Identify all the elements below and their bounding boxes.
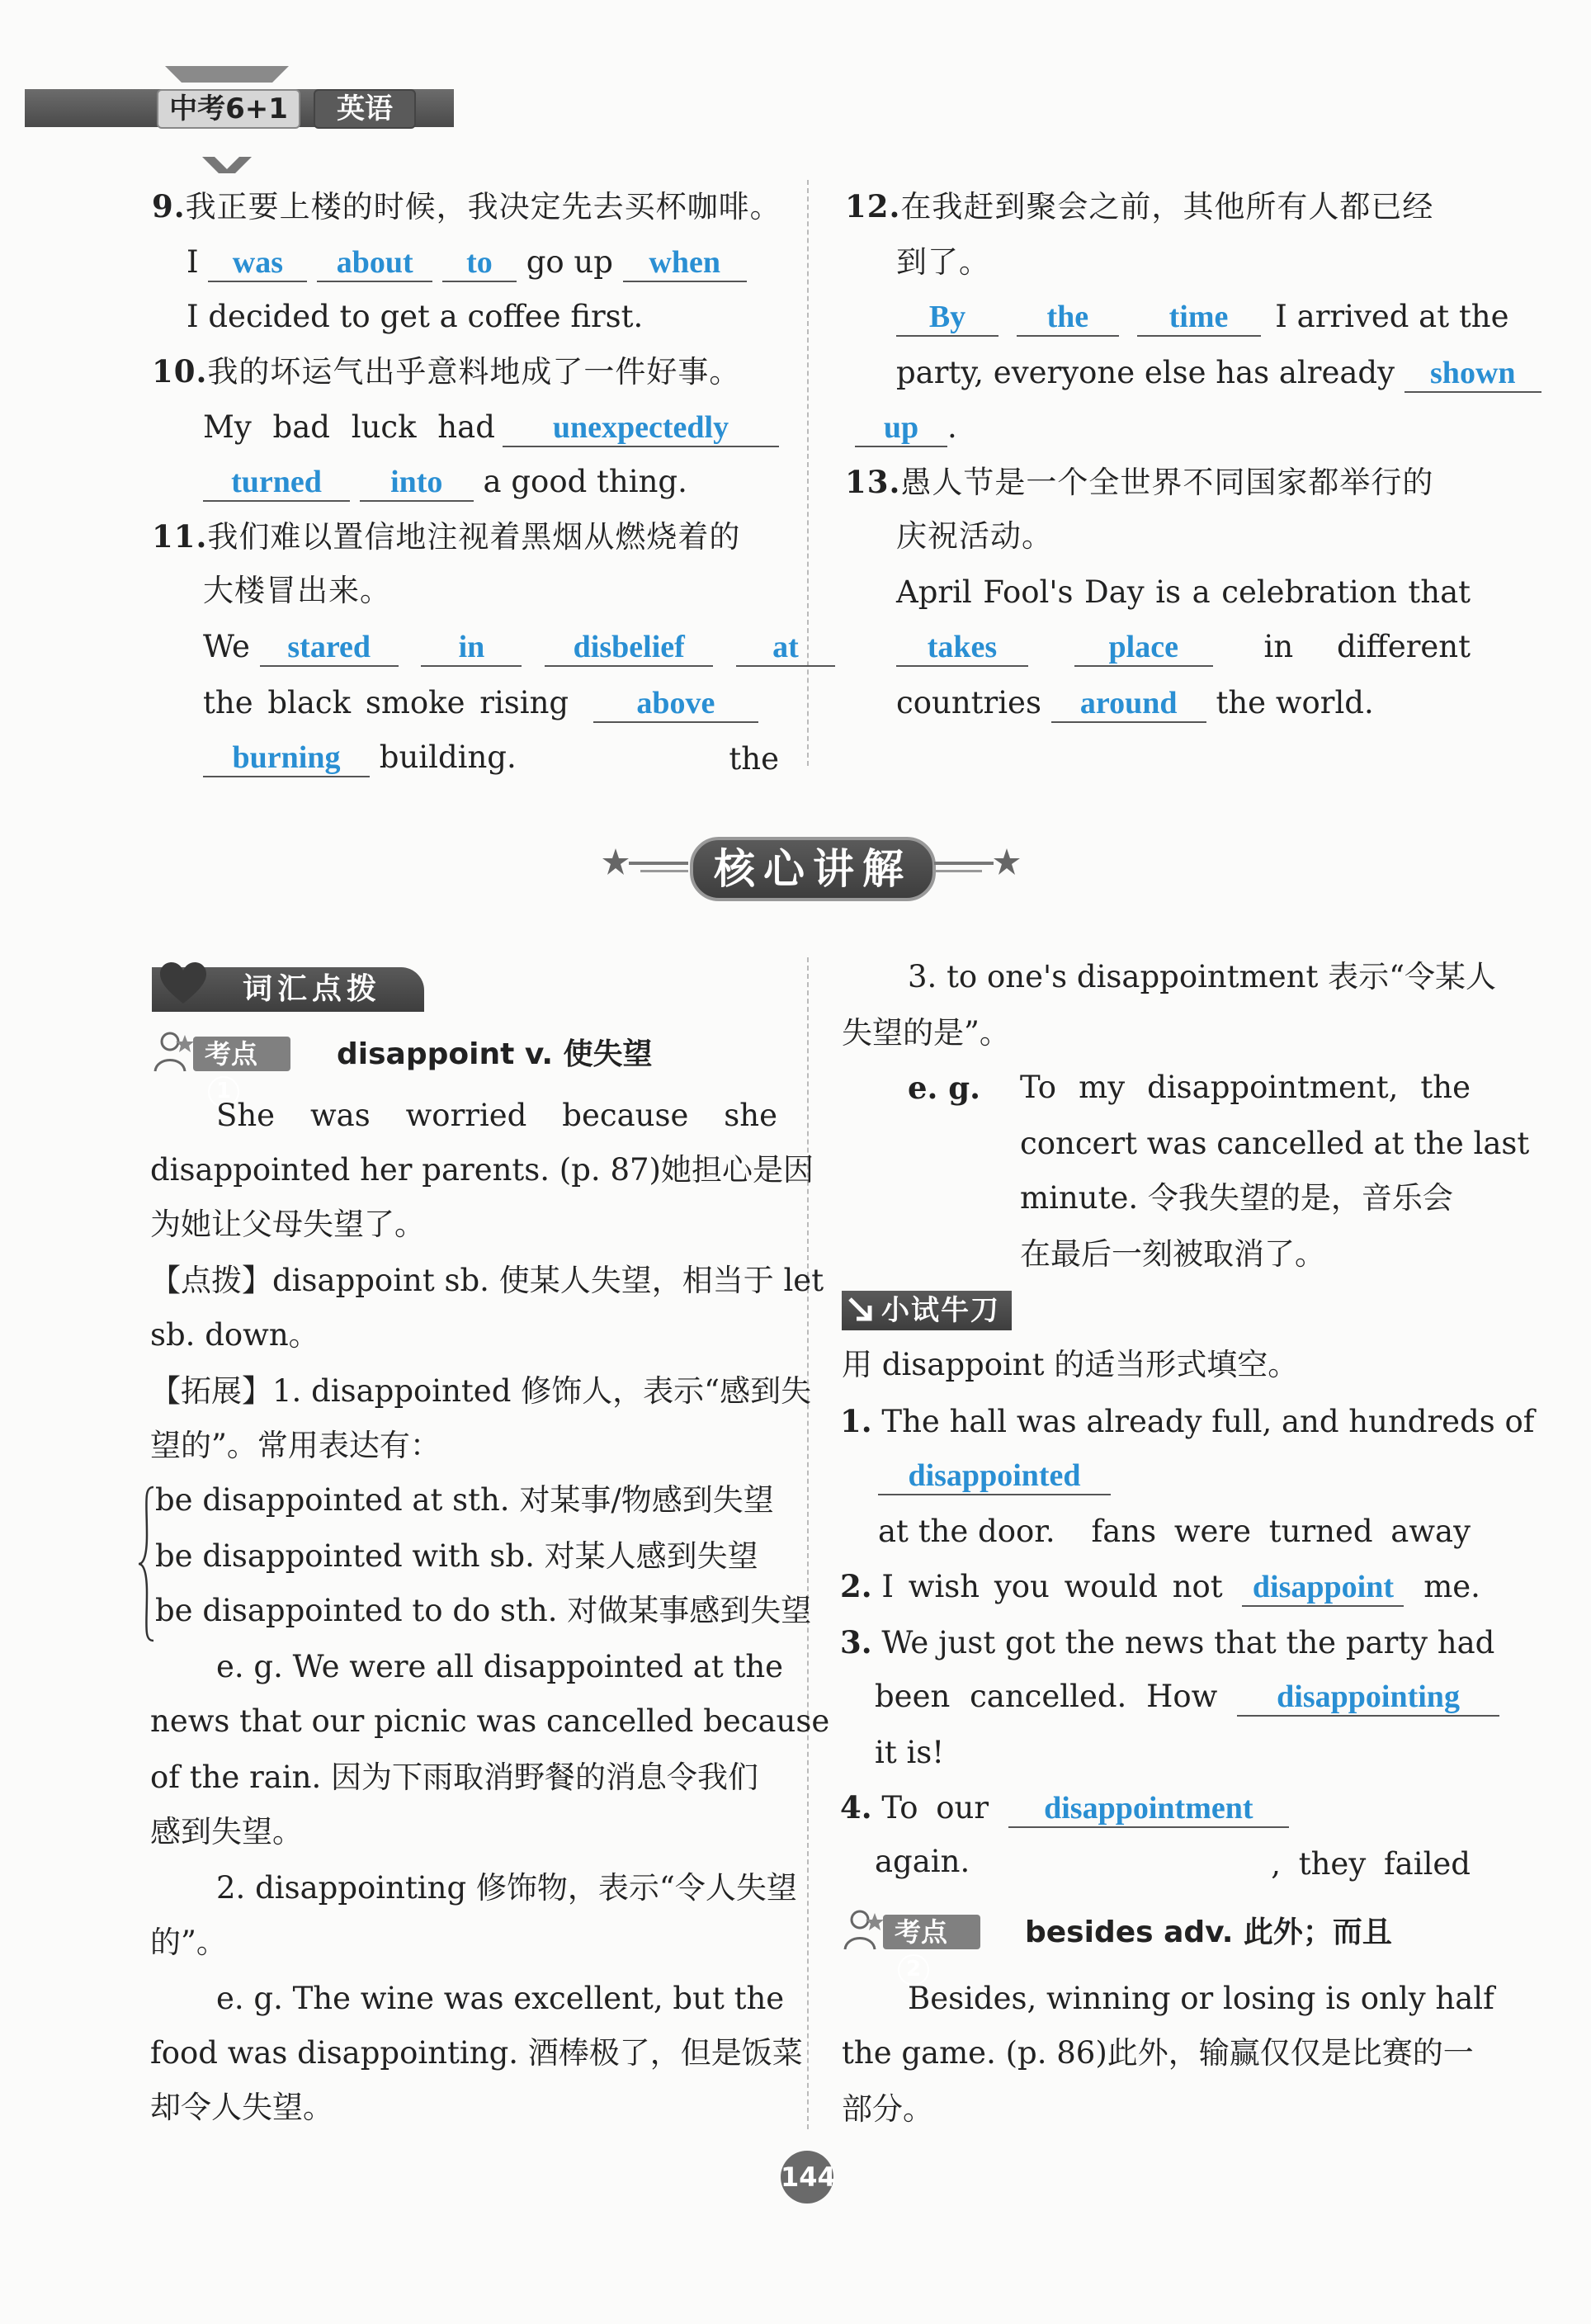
kd1-brace-3: be disappointed to do sth. 对做某事感到失望 [155,1593,812,1628]
kd1-eg1-3: of the rain. 因为下雨取消野餐的消息令我们 [150,1760,759,1795]
ex11-line3: burning building. [203,730,517,786]
quiz-q3-answer: disappointing [1237,1679,1499,1717]
ex9-answer-2: about [317,244,432,282]
quiz-q4-answer: disappointment [1008,1790,1289,1828]
kd1-ext-2: 望的”。常用表达有： [150,1428,441,1463]
quiz-title: 小试牛刀 [881,1294,1000,1327]
ex9-cn: 9.我正要上楼的时候，我决定先去买杯咖啡。 [152,188,781,224]
kd1-title: disappoint v. 使失望 [337,1037,653,1071]
kd1-eg3-label: e. g. [908,1070,981,1106]
ex13-answer-1: takes [896,629,1028,667]
ex10-line1: My bad luck had unexpectedly [203,399,779,456]
kd2-num: 2 [898,1954,929,1986]
ex9-answer-3: to [442,244,517,282]
ex11-answer-5: above [593,685,758,723]
ex11-line2: the black smoke rising above the [203,685,779,777]
kd1-eg2-3: 却令人失望。 [150,2090,333,2125]
ex9-answer-4: when [623,244,747,282]
kd1-example-3: 为她让父母失望了。 [150,1207,425,1242]
kd1-eg1-1: e. g. We were all disappointed at the [216,1649,784,1684]
quiz-q1-line1: 1. The hall was already full, and hundreds of [840,1403,1535,1439]
kd1-label: 考点 1 [193,1037,290,1071]
banner-decoration-right [932,842,1023,888]
column-divider-bottom [807,957,809,2129]
ex12-answer-2: the [1017,299,1119,337]
quiz-q1-line2: disappointed fans were turned away [878,1448,1471,1560]
kd1-num: 1 [208,1076,239,1108]
quiz-q4-line1: 4. To our disappointment , they failed [840,1789,1471,1882]
header-series: 中考6+1 [157,89,300,129]
ex12-answer-4: shown [1405,355,1541,393]
ex9-num: 9. [152,188,186,224]
kd1-eg1-4: 感到失望。 [150,1814,303,1849]
kd2-title: besides adv. 此外；而且 [1025,1915,1392,1949]
ex11-cn2: 大楼冒出来。 [203,573,391,608]
ex13-line3: countries around the world. [896,675,1374,731]
kd1-eg3-4: 在最后一刻被取消了。 [1020,1236,1325,1272]
kd1-eg3-1: To my disappointment, the [1020,1070,1471,1105]
kd1-eg1-2: news that our picnic was cancelled because [150,1703,830,1739]
ex11-answer-1: stared [260,629,399,667]
ex9-line1: I was about to go up when [186,234,747,290]
ex10-line2: turned into a good thing. [203,454,687,510]
quiz-q4-line2: again. [875,1844,970,1879]
ex11-answer-6: burning [203,739,370,777]
quiz-banner [842,1291,1012,1330]
quiz-q2: 2. I wish you would not disappoint me. [840,1558,1480,1615]
kd1-point3-1: 3. to one's disappointment 表示“令某人 [908,959,1496,994]
ex12-answer-5: up [855,409,947,447]
arrow-icon [847,1296,875,1329]
ex10-answer-2: turned [203,464,350,502]
ex11-answer-4: at [736,629,835,667]
kd1-point3-2: 失望的是”。 [842,1015,1010,1051]
ex13-line1: April Fool's Day is a celebration that [896,574,1471,610]
heart-icon [158,961,208,1010]
ex9-answer-1: was [208,244,307,282]
kd2-example-3: 部分。 [842,2091,933,2127]
vocab-banner [152,967,424,1012]
quiz-q1-line3: at the door. [878,1514,1055,1549]
ex9-line2: I decided to get a coffee first. [186,299,644,334]
ex12-line1: By the time I arrived at the [896,289,1508,345]
page-number: 144 [781,2151,833,2204]
kd2-example-2: the game. (p. 86)此外，输赢仅仅是比赛的一 [842,2035,1474,2071]
quiz-q3-line3: it is! [875,1735,945,1770]
ex13-cn2: 庆祝活动。 [896,518,1053,554]
ex11-cn1: 11.我们难以置信地注视着黑烟从燃烧着的 [152,518,741,555]
ex12-cn1: 12.在我赶到聚会之前，其他所有人都已经 [845,188,1434,224]
ex10-cn: 10.我的坏运气出乎意料地成了一件好事。 [152,353,741,390]
ex12-line3: up . [855,399,957,456]
ex11-answer-3: disbelief [545,629,713,667]
kd2-example-1: Besides, winning or losing is only half [908,1981,1494,2016]
ex12-line2: party, everyone else has already shown [896,345,1541,401]
quiz-q3-line2: been cancelled. How disappointing [875,1669,1499,1725]
quiz-q2-answer: disappoint [1242,1569,1404,1607]
kd1-example-2: disappointed her parents. (p. 87)她担心是因 [150,1152,814,1188]
banner-title: 核心讲解 [714,845,912,893]
kd1-point2-1: 2. disappointing 修饰物，表示“令人失望 [216,1870,797,1906]
column-divider-top [807,180,809,766]
kd1-eg2-1: e. g. The wine was excellent, but the [216,1981,785,2016]
ex13-line2: takes place in different [896,619,1471,675]
quiz-q1-answer: disappointed [878,1457,1111,1495]
ex12-cn2: 到了。 [896,244,990,280]
kd2-label: 考点 2 [883,1915,980,1949]
kd1-eg3-2: concert was cancelled at the last [1020,1126,1530,1161]
quiz-instruction: 用 disappoint 的适当形式填空。 [842,1347,1299,1382]
kd1-ext-1: 【拓展】1. disappointed 修饰人，表示“感到失 [150,1373,812,1409]
ex10-answer-1: unexpectedly [503,409,779,447]
section-banner [690,837,936,901]
ex11-line1: We stared in disbelief at [203,619,835,675]
kd1-point2-2: 的”。 [150,1925,227,1960]
banner-decoration-left [599,842,690,888]
ex13-answer-3: around [1051,685,1206,723]
kd1-tip-2: sb. down。 [150,1317,319,1353]
kd1-example-1: She was worried because she [216,1098,777,1133]
kd1-eg2-2: food was disappointing. 酒棒极了，但是饭菜 [150,2035,803,2071]
star-ornament-right-icon [932,842,1023,888]
quiz-q3-line1: 3. We just got the news that the party had [840,1624,1495,1660]
kd1-eg3-3: minute. 令我失望的是，音乐会 [1020,1180,1453,1216]
ex10-answer-3: into [360,464,474,502]
teacher-icon-2 [842,1908,885,1958]
kd1-brace-1: be disappointed at sth. 对某事/物感到失望 [155,1482,774,1518]
vocab-title: 词汇点拨 [243,972,382,1006]
ex13-cn1: 13.愚人节是一个全世界不同国家都举行的 [845,464,1434,500]
ex13-answer-2: place [1074,629,1213,667]
ex11-answer-2: in [421,629,522,667]
brace-icon [137,1486,155,1646]
header-subject: 英语 [314,89,416,129]
star-ornament-left-icon [599,842,690,888]
ex12-answer-3: time [1137,299,1261,337]
teacher-icon [152,1030,195,1079]
ex12-answer-1: By [896,299,999,337]
kd1-tip-1: 【点拨】disappoint sb. 使某人失望，相当于 let [150,1263,824,1298]
kd1-brace-2: be disappointed with sb. 对某人感到失望 [155,1538,758,1574]
